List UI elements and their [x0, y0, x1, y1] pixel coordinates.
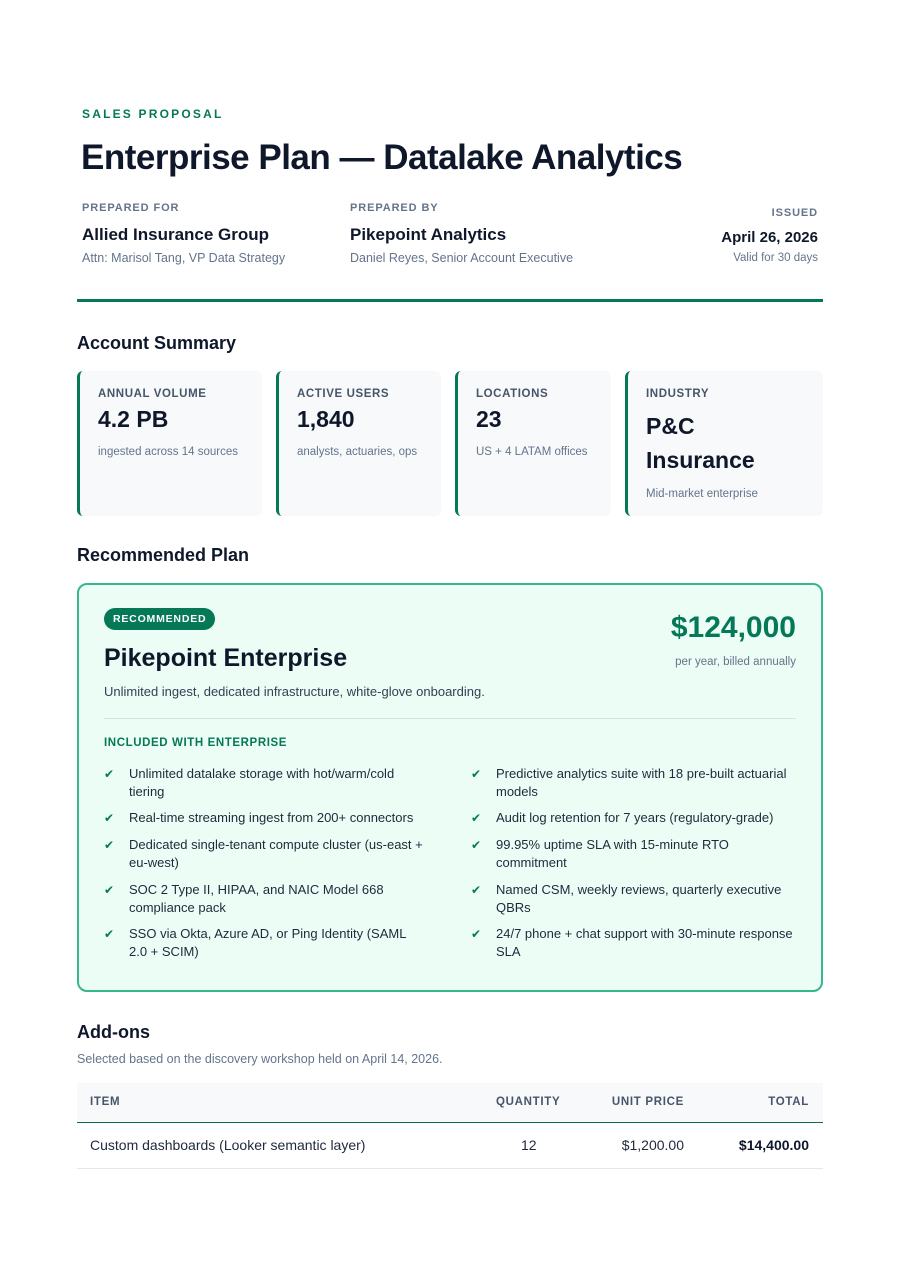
feature-text: SOC 2 Type II, HIPAA, and NAIC Model 668 compliance pack — [129, 882, 384, 915]
issued-label: ISSUED — [771, 207, 818, 219]
check-icon: ✔ — [471, 838, 482, 852]
stat-label: INDUSTRY — [646, 388, 710, 400]
feature-item — [471, 881, 801, 917]
table-header — [77, 1083, 823, 1123]
plan-name: Pikepoint Enterprise — [104, 644, 348, 672]
feature-item — [104, 881, 424, 917]
feature-item — [471, 925, 801, 961]
cell-item: Custom dashboards (Looker semantic layer) — [90, 1137, 366, 1153]
feature-text: Dedicated single-tenant compute cluster (us-east + eu-west) — [129, 837, 423, 870]
plan-divider — [104, 718, 796, 719]
check-icon: ✔ — [471, 811, 482, 825]
stat-label: ACTIVE USERS — [297, 388, 390, 400]
column-header-item: ITEM — [90, 1096, 121, 1108]
check-icon: ✔ — [471, 767, 482, 781]
stat-card-active-users — [276, 371, 441, 516]
stat-card-annual-volume — [77, 371, 262, 516]
document-eyebrow: SALES PROPOSAL — [82, 107, 224, 121]
stat-note: Mid-market enterprise — [646, 488, 758, 500]
validity-note: Valid for 30 days — [733, 252, 818, 264]
account-summary-title: Account Summary — [77, 333, 237, 353]
column-header-total: TOTAL — [768, 1096, 809, 1108]
check-icon: ✔ — [471, 883, 482, 897]
included-features-label: INCLUDED WITH ENTERPRISE — [104, 737, 288, 749]
prepared-for-contact: Attn: Marisol Tang, VP Data Strategy — [82, 251, 286, 265]
stat-label: LOCATIONS — [476, 388, 549, 400]
feature-item — [471, 809, 801, 827]
plan-card — [77, 583, 823, 992]
check-icon: ✔ — [104, 767, 115, 781]
issued-date: April 26, 2026 — [721, 229, 818, 246]
feature-item — [471, 836, 801, 872]
check-icon: ✔ — [104, 811, 115, 825]
column-header-quantity: QUANTITY — [496, 1096, 561, 1108]
recommended-plan-title: Recommended Plan — [77, 545, 250, 565]
plan-description: Unlimited ingest, dedicated infrastructure, white-glove onboarding. — [104, 684, 485, 699]
column-header-unit-price: UNIT PRICE — [611, 1096, 684, 1108]
plan-billing-period: per year, billed annually — [675, 656, 796, 668]
check-icon: ✔ — [104, 883, 115, 897]
prepared-for-label: PREPARED FOR — [82, 202, 180, 214]
stat-label: ANNUAL VOLUME — [98, 388, 207, 400]
feature-text: Predictive analytics suite with 18 pre-built actuarial models — [496, 766, 787, 799]
stat-card-industry — [625, 371, 823, 516]
addons-title: Add-ons — [77, 1022, 150, 1042]
addons-table — [77, 1083, 823, 1169]
feature-item — [104, 925, 424, 961]
header-divider — [77, 299, 823, 302]
cell-unit-price: $1,200.00 — [621, 1137, 684, 1153]
feature-text: Named CSM, weekly reviews, quarterly executive QBRs — [496, 882, 782, 915]
feature-text: 24/7 phone + chat support with 30-minute response SLA — [496, 926, 793, 959]
stat-card-locations — [455, 371, 611, 516]
feature-item — [104, 836, 424, 872]
feature-text: SSO via Okta, Azure AD, or Ping Identity (SAML 2.0 + SCIM) — [129, 926, 406, 959]
stat-value: P&C Insurance — [646, 413, 755, 473]
feature-item — [104, 809, 424, 827]
feature-text: Audit log retention for 7 years (regulatory-grade) — [496, 810, 774, 825]
prepared-by-name: Pikepoint Analytics — [350, 225, 507, 244]
recommended-badge: RECOMMENDED — [104, 608, 215, 630]
cell-total: $14,400.00 — [738, 1137, 809, 1153]
feature-item — [471, 765, 801, 801]
check-icon: ✔ — [104, 838, 115, 852]
feature-text: Real-time streaming ingest from 200+ connectors — [129, 810, 414, 825]
prepared-by-label: PREPARED BY — [350, 202, 439, 214]
check-icon: ✔ — [471, 927, 482, 941]
prepared-for-name: Allied Insurance Group — [82, 225, 270, 244]
stat-value: 23 — [476, 406, 502, 432]
plan-price: $124,000 — [670, 611, 796, 644]
stat-note: analysts, actuaries, ops — [297, 446, 418, 458]
feature-text: 99.95% uptime SLA with 15-minute RTO commitment — [496, 837, 729, 870]
stat-note: US + 4 LATAM offices — [476, 446, 588, 458]
cell-quantity: 12 — [521, 1137, 537, 1153]
check-icon: ✔ — [104, 927, 115, 941]
stat-value: 4.2 PB — [98, 406, 169, 432]
stat-note: ingested across 14 sources — [98, 446, 238, 458]
table-row — [77, 1123, 823, 1169]
addons-subtitle: Selected based on the discovery workshop held on April 14, 2026. — [77, 1052, 443, 1066]
feature-text: Unlimited datalake storage with hot/warm/cold tiering — [129, 766, 395, 799]
prepared-by-contact: Daniel Reyes, Senior Account Executive — [350, 251, 574, 265]
stat-value: 1,840 — [297, 406, 355, 432]
document-title: Enterprise Plan — Datalake Analytics — [81, 138, 683, 177]
feature-item — [104, 765, 424, 801]
